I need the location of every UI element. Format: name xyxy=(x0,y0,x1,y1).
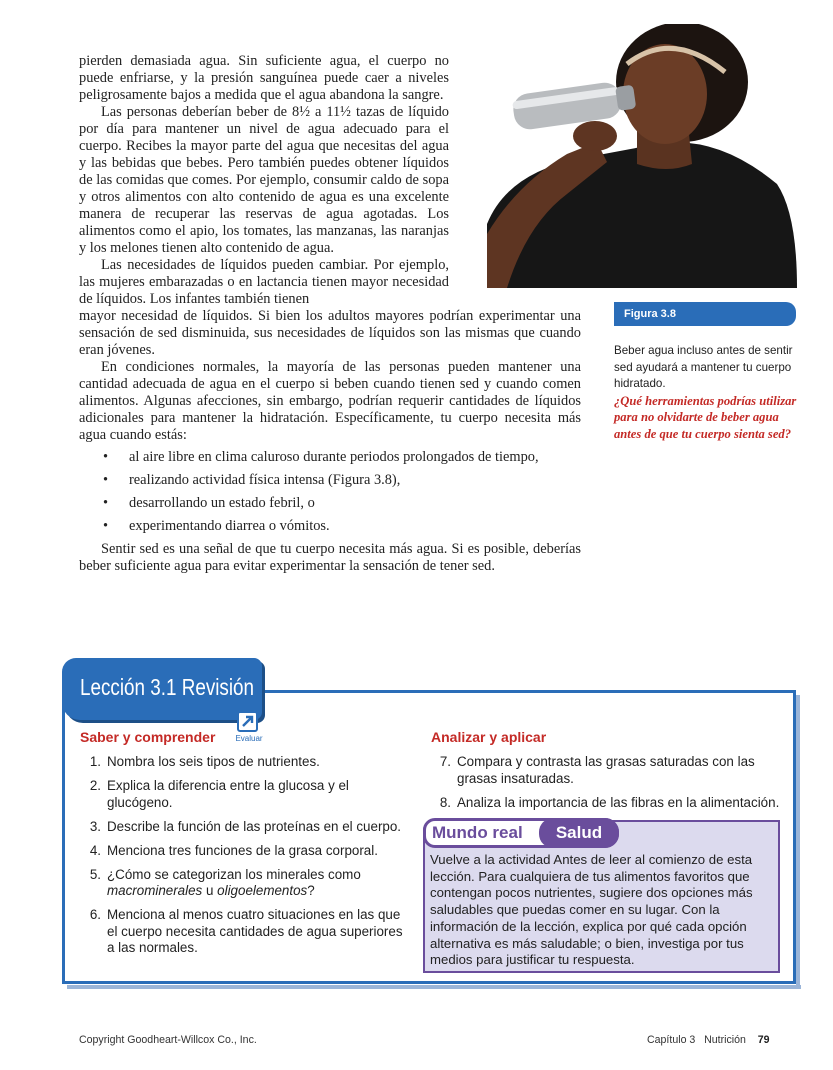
question-item xyxy=(83,778,413,811)
paragraph-3a: Las necesidades de líquidos pueden cambiar. Por ejemplo, las mujeres embarazadas o en lactancia tienen mayor necesidad de líquidos. Los infantes también tienen xyxy=(79,257,449,307)
review-shadow xyxy=(796,695,800,989)
left-question-list xyxy=(83,754,413,964)
figure-question: ¿Qué herramientas podrías utilizar para no olvidarte de beber agua antes de que tu cuerpo sienta sed? xyxy=(614,393,797,441)
question-text-start: ¿Cómo se categorizan los minerales como xyxy=(107,866,361,882)
figure-label: Figura 3.8 xyxy=(614,302,796,326)
question-text: Menciona al menos cuatro situaciones en las que el cuerpo necesita cantidades de agua superiores a las normales. xyxy=(107,907,403,955)
question-item xyxy=(83,843,413,860)
question-item xyxy=(83,754,413,771)
bullet-item: • experimentando diarrea o vómitos. xyxy=(79,515,581,538)
analizar-heading: Analizar y aplicar xyxy=(431,729,547,745)
saber-heading: Saber y comprender xyxy=(80,729,216,745)
paragraph-5: Sentir sed es una señal de que tu cuerpo necesita más agua. Si es posible, deberías beber suficiente agua para evitar experimentar la sensación de tener sed. xyxy=(79,541,581,574)
woman-drinking-photo xyxy=(487,24,797,288)
question-number: 7. xyxy=(439,754,451,769)
question-item xyxy=(433,754,783,787)
question-number: 1. xyxy=(89,754,101,769)
review-title: Lección 3.1 Revisión xyxy=(80,674,255,700)
mundo-real-tag xyxy=(423,818,619,848)
evaluate-button[interactable] xyxy=(231,711,267,745)
figure-caption-text: Beber agua incluso antes de sentir sed ayudará a mantener tu cuerpo hidratado. xyxy=(614,344,793,390)
question-text: Nombra los seis tipos de nutrientes. xyxy=(107,754,320,769)
question-text: Explica la diferencia entre la glucosa y el glucógeno. xyxy=(107,778,349,810)
mundo-real-text: Vuelve a la actividad Antes de leer al comienzo de esta lección. Para cualquiera de tus alimentos favoritos que contengan pocos nutrientes, sugiere dos opciones más saludables que puedas comer en su lugar. Con la información de la lección, explica por qué cada opción alternativa es más saludable; o bien, investiga por tus medios para justificar tu respuesta. xyxy=(430,852,753,968)
question-number: 6. xyxy=(89,907,101,922)
right-question-list xyxy=(433,754,783,819)
evaluate-label: Evaluar xyxy=(235,734,263,743)
section-label: Nutrición xyxy=(704,1034,746,1046)
paragraph-2: Las personas deberían beber de 8½ a 11½ tazas de líquido por día para mantener un nivel de agua adecuado para el cuerpo. Recibes la mayor parte del agua que necesitas del agua y las bebidas que bebes. Pero también puedes obtener líquidos de las comidas que comes. Por ejemplo, consumir caldo de sopa y otros alimentos con alto contenido de agua es una excelente manera de recuperar las reservas de agua agotadas. Los alimentos como el apio, los tomates, las manzanas, las naranjas y los melones tienen alto contenido de agua. xyxy=(79,104,449,256)
paragraph-1: pierden demasiada agua. Sin suficiente agua, el cuerpo no puede enfriarse, y la presión sanguínea puede caer a niveles peligrosamente bajos a medida que el agua abandona la sangre. xyxy=(79,53,449,103)
question-italic-term: oligoelementos xyxy=(217,883,308,898)
mundo-real-label: Mundo real xyxy=(432,823,523,842)
question-text: Analiza la importancia de las fibras en la alimentación. xyxy=(457,794,780,810)
question-number: 5. xyxy=(89,866,101,882)
bullet-item: • realizando actividad física intensa (Figura 3.8), xyxy=(79,469,581,492)
question-item xyxy=(83,907,413,957)
bullet-item: • desarrollando un estado febril, o xyxy=(79,492,581,515)
question-number: 2. xyxy=(89,778,101,793)
figure-caption xyxy=(614,343,804,442)
question-text: Describe la función de las proteínas en el cuerpo. xyxy=(107,818,402,834)
narrow-column xyxy=(79,53,449,308)
question-number: 3. xyxy=(89,818,101,834)
question-text: Menciona tres funciones de la grasa corporal. xyxy=(107,842,378,858)
question-text-mid: u xyxy=(202,883,218,898)
paragraph-4: En condiciones normales, la mayoría de las personas pueden mantener una cantidad adecuada de agua en el cuerpo si beben cuando tienen sed y cuando comen alimentos. Algunas afecciones, sin embargo, podrían requerir cantidades de líquidos adicionales para mantener la hidratación. Específicamente, tu cuerpo necesita más agua cuando estás: xyxy=(79,359,581,443)
question-text-end: ? xyxy=(307,883,315,898)
external-link-icon xyxy=(237,711,258,732)
question-number: 4. xyxy=(89,842,101,858)
question-text: Compara y contrasta las grasas saturadas con las grasas insaturadas. xyxy=(457,754,755,786)
bullet-list xyxy=(79,446,581,538)
copyright: Copyright Goodheart-Willcox Co., Inc. xyxy=(79,1034,257,1046)
bullet-item: • al aire libre en clima caluroso durante periodos prolongados de tiempo, xyxy=(79,446,581,469)
question-item xyxy=(83,819,413,836)
page-number: 79 xyxy=(757,1034,770,1046)
chapter-label: Capítulo 3 xyxy=(647,1034,696,1046)
question-item xyxy=(433,795,783,812)
footer-chapter xyxy=(647,1034,770,1046)
salud-label: Salud xyxy=(539,818,619,848)
paragraph-3b: mayor necesidad de líquidos. Si bien los adultos mayores podrían experimentar una sensación de sed disminuida, sus necesidades de líquidos son las mismas que cuando eran jóvenes. xyxy=(79,308,581,358)
question-italic-term: macrominerales xyxy=(107,883,203,898)
question-number: 8. xyxy=(439,794,451,810)
review-shadow xyxy=(67,985,801,989)
question-item xyxy=(83,867,413,900)
